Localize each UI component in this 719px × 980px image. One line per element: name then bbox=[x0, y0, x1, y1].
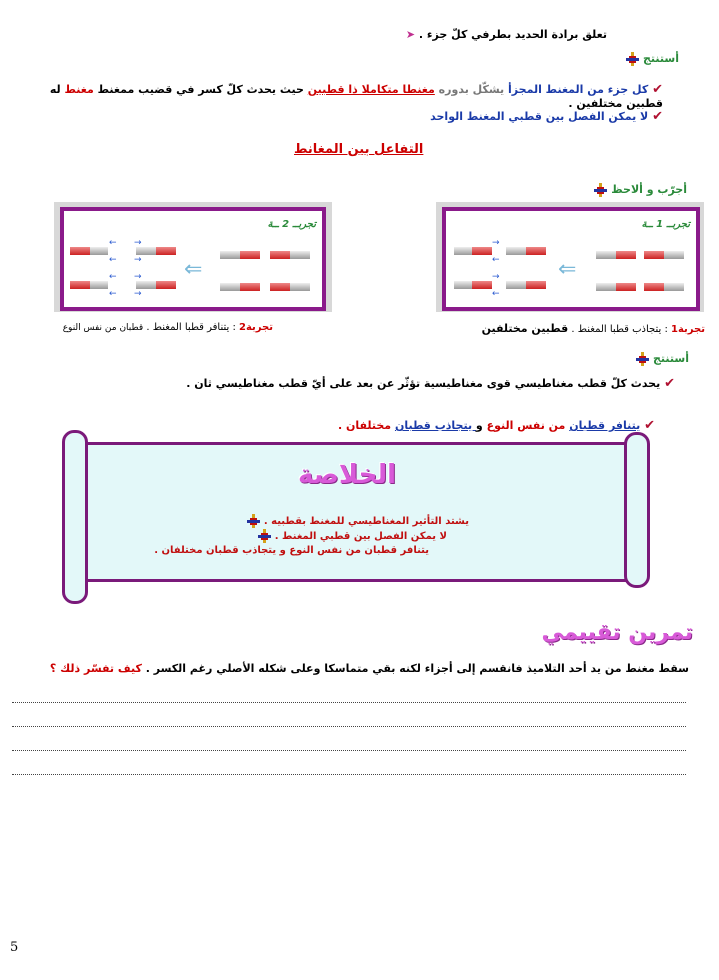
exp2-caption bbox=[63, 322, 273, 333]
big-arrow-icon: ⇐ bbox=[558, 257, 577, 282]
arrow-right-icon: → bbox=[134, 255, 142, 265]
s2-text: لا يمكن الفصل بين قطبي المغنط . bbox=[274, 531, 447, 542]
cap2-text: : يتنافر قطبا المغنط . bbox=[146, 322, 236, 333]
s3-text: يتنافر قطبان من نفس النوع و يتجاذب قطبان مختلفان . bbox=[154, 545, 429, 556]
cross-bullet-icon bbox=[635, 352, 649, 366]
exercise-text bbox=[50, 662, 689, 675]
conclusion-line-3 bbox=[186, 376, 675, 391]
exercise-question: كيف تفسّر ذلك ؟ bbox=[49, 662, 142, 675]
text-iron-filings bbox=[406, 28, 607, 41]
c4-e: مختلفان . bbox=[337, 419, 395, 432]
magnet-bar bbox=[644, 283, 684, 291]
arrow-left-icon: ← bbox=[109, 238, 117, 248]
exercise-title: تمرين تقييمي bbox=[541, 620, 693, 645]
exp1-label: تجربــ 1 ــة bbox=[641, 219, 690, 230]
arrow-left-icon: ← bbox=[492, 255, 500, 265]
summary-list bbox=[154, 514, 469, 558]
check-icon: ✔ bbox=[664, 376, 675, 391]
magnet-bar bbox=[136, 247, 176, 255]
check-icon: ✔ bbox=[652, 82, 663, 97]
cross-bullet-icon bbox=[257, 529, 271, 543]
magnet-bar bbox=[270, 251, 310, 259]
magnet-bar bbox=[220, 283, 260, 291]
c3-text: يحدث كلّ قطب مغناطيسي قوى مغناطيسية تؤثّر عن بعد على أيّ قطب مغناطيسي ثان . bbox=[186, 377, 661, 390]
magnet-bar bbox=[136, 281, 176, 289]
page-number: 5 bbox=[10, 940, 19, 955]
magnet-bar bbox=[270, 283, 310, 291]
c1-part2: يشكّل بدوره bbox=[434, 83, 505, 96]
exp2-label: تجربــ 2 ــة bbox=[267, 219, 316, 230]
magnet-bar bbox=[454, 247, 492, 255]
arrow-bullet-icon: ➤ bbox=[405, 28, 416, 41]
s1-text: يشتد التأثير المغناطيسي للمغنط بقطبيه . bbox=[263, 516, 469, 527]
answer-line[interactable] bbox=[12, 702, 686, 703]
exp1-caption bbox=[482, 322, 705, 335]
conclusion-line-1 bbox=[23, 82, 663, 110]
conclusion-line-2 bbox=[430, 109, 663, 124]
summary-item bbox=[154, 529, 447, 544]
c1-part1: كل جزء من المغنط المجزأ bbox=[504, 83, 649, 96]
magnet-bar bbox=[220, 251, 260, 259]
magnet-bar bbox=[644, 251, 684, 259]
arrow-right-icon: → bbox=[134, 272, 142, 282]
arrow-right-icon: → bbox=[492, 272, 500, 282]
answer-line[interactable] bbox=[12, 726, 686, 727]
answer-line[interactable] bbox=[12, 774, 686, 775]
c4-c: و bbox=[475, 419, 483, 432]
experiment-1-box bbox=[442, 207, 700, 311]
c1-part5: مغنط bbox=[64, 83, 94, 96]
experiment-2-box bbox=[60, 207, 326, 311]
summary-title: الخلاصة bbox=[298, 460, 397, 490]
conclude-label-2: أستنتج bbox=[653, 352, 689, 365]
scroll-curl-left bbox=[62, 430, 88, 604]
arrow-left-icon: ← bbox=[492, 289, 500, 299]
check-icon: ✔ bbox=[652, 109, 663, 124]
magnet-bar bbox=[506, 247, 546, 255]
arrow-right-icon: → bbox=[134, 289, 142, 299]
c2-text: لا يمكن الفصل بين قطبي المغنط الواحد bbox=[430, 110, 649, 123]
conclude-heading-2 bbox=[635, 352, 689, 366]
magnet-bar bbox=[596, 251, 636, 259]
cap1-num: تجربة1 bbox=[671, 324, 705, 335]
exercise-body: سقط مغنط من يد أحد التلاميذ فانقسم إلى أجزاء لكنه بقي متماسكا وعلى شكله الأصلي رغم الكسر . bbox=[141, 662, 689, 675]
c1-part4: حيث يحدث كلّ كسر في قضيب ممغنط bbox=[93, 83, 308, 96]
c4-d: يتجاذب قطبان bbox=[394, 419, 476, 432]
scroll-curl-right bbox=[624, 432, 650, 588]
big-arrow-icon: ⇐ bbox=[184, 257, 203, 282]
arrow-left-icon: ← bbox=[109, 289, 117, 299]
cross-bullet-icon bbox=[593, 183, 607, 197]
try-observe-text: أجرّب و ألاحظ bbox=[611, 183, 687, 196]
check-icon: ✔ bbox=[644, 418, 655, 433]
summary-item bbox=[154, 544, 429, 558]
answer-line[interactable] bbox=[12, 750, 686, 751]
c1-part6: له قطبين مختلفين . bbox=[49, 83, 663, 110]
arrow-right-icon: → bbox=[134, 238, 142, 248]
magnet-bar bbox=[454, 281, 492, 289]
magnet-bar bbox=[596, 283, 636, 291]
arrow-left-icon: ← bbox=[109, 255, 117, 265]
arrow-left-icon: ← bbox=[109, 272, 117, 282]
magnet-bar bbox=[70, 281, 108, 289]
section-title-text: التفاعل بين المغانط bbox=[294, 142, 424, 157]
cross-bullet-icon bbox=[625, 52, 639, 66]
magnet-bar bbox=[506, 281, 546, 289]
try-observe-heading bbox=[593, 183, 687, 197]
conclusion-line-4 bbox=[338, 418, 655, 433]
section-title bbox=[294, 142, 423, 157]
magnet-bar bbox=[70, 247, 108, 255]
conclude-heading-1 bbox=[625, 52, 679, 66]
c4-b: من نفس النوع bbox=[482, 419, 570, 432]
cap2-num: تجربة2 bbox=[239, 322, 273, 333]
cap1-bold: قطبين مختلفين bbox=[481, 322, 569, 335]
arrow-right-icon: → bbox=[492, 238, 500, 248]
iron-filings-text: تعلق برادة الحديد بطرفي كلّ جزء . bbox=[418, 28, 607, 41]
cap1-text: : يتجاذب قطبا المغنط . bbox=[571, 324, 668, 335]
c1-part3: مغنطا متكاملا ذا قطبين bbox=[307, 83, 435, 96]
summary-item bbox=[154, 514, 469, 529]
cross-bullet-icon bbox=[246, 514, 260, 528]
c4-a: يتنافر قطبان bbox=[569, 419, 641, 432]
cap2-small: قطبان من نفس النوع bbox=[62, 323, 144, 333]
conclude-label: أستنتج bbox=[643, 52, 679, 65]
